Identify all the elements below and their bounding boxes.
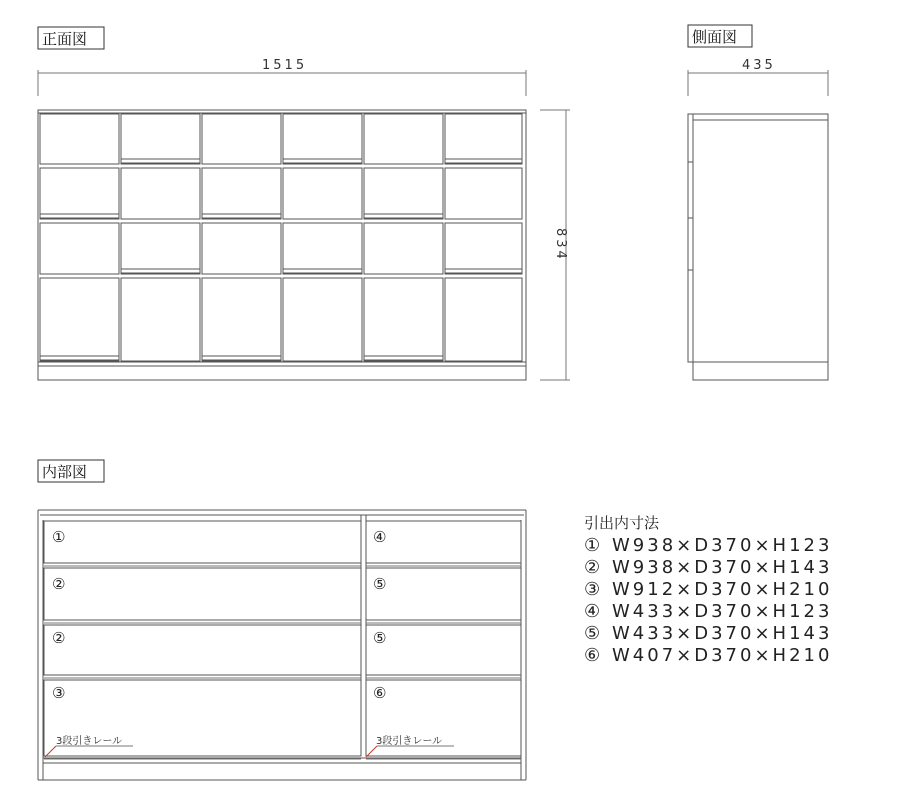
front-drawer-panel (283, 168, 362, 219)
side-cabinet-outline (693, 114, 828, 380)
front-width-dimension (38, 58, 526, 96)
spec-text: W407×D370×H210 (612, 645, 833, 666)
front-drawer-panel (40, 278, 119, 361)
side-drawer-fronts (688, 114, 828, 362)
front-view-title: 正面図 (42, 30, 88, 48)
spec-mark: ⑥ (584, 645, 601, 666)
rail-label-right: 3段引きレール (376, 736, 443, 747)
drawer-rail-strip (364, 214, 443, 218)
spec-row (584, 601, 832, 623)
interior-view (38, 460, 526, 780)
drawer-rail-strip (202, 214, 281, 218)
spec-text: W938×D370×H143 (612, 557, 833, 578)
front-drawer-panel (40, 223, 119, 274)
drawer-inner-dimensions (584, 512, 832, 667)
drawer-rail-strip (121, 159, 200, 163)
interior-drawer-box (366, 521, 521, 563)
front-drawer-panel (202, 278, 281, 361)
side-depth-value: 435 (742, 58, 776, 73)
drawer-rail-strip (283, 159, 362, 163)
front-drawer-panel (445, 278, 522, 361)
drawer-rail-strip (445, 159, 522, 163)
front-drawer-panel (364, 278, 443, 361)
drawer-rail-strip (121, 269, 200, 273)
front-drawer-panel (364, 223, 443, 274)
interior-drawer-box (44, 521, 361, 563)
drawer-label-left-2: ② (52, 575, 66, 593)
front-drawer-panel (121, 278, 200, 361)
front-drawer-panel (121, 114, 200, 164)
front-drawer-panel (445, 114, 522, 164)
spec-row (584, 579, 832, 601)
front-height-dimension (540, 110, 570, 380)
spec-mark: ③ (584, 579, 601, 600)
drawer-label-left-4: ③ (52, 684, 66, 702)
spec-text: W912×D370×H210 (612, 579, 833, 600)
drawer-rail-strip (202, 356, 281, 360)
front-drawer-panel (40, 114, 119, 164)
spec-mark: ① (584, 535, 601, 556)
front-drawer-panel (40, 168, 119, 219)
front-drawer-panel (283, 223, 362, 274)
front-drawer-panel (445, 223, 522, 274)
interior-drawer-grid (44, 521, 521, 759)
side-depth-dimension (688, 58, 828, 96)
front-drawer-panel (445, 168, 522, 219)
interior-drawer-box (366, 625, 521, 675)
interior-drawer-box (44, 625, 361, 675)
front-height-value: 834 (553, 228, 568, 262)
drawer-rail-strip (40, 356, 119, 360)
front-drawer-panel (283, 278, 362, 361)
rail-label-left: 3段引きレール (56, 736, 123, 747)
spec-text: W938×D370×H123 (612, 535, 833, 556)
front-drawer-panel (202, 223, 281, 274)
front-view (38, 27, 570, 380)
drawer-label-right-2: ⑤ (373, 575, 387, 593)
front-drawer-panel (364, 168, 443, 219)
spec-row (584, 623, 832, 645)
spec-row (584, 535, 832, 557)
side-view (688, 25, 828, 380)
interior-drawer-box (366, 568, 521, 620)
drawer-label-right-3: ⑤ (373, 629, 387, 647)
drawer-rail-strip (364, 356, 443, 360)
side-view-title: 側面図 (692, 28, 738, 46)
drawer-label-right-4: ⑥ (373, 684, 387, 702)
drawer-label-left-3: ② (52, 629, 66, 647)
front-drawer-panel (121, 223, 200, 274)
interior-drawer-box (44, 568, 361, 620)
drawer-rail-strip (283, 269, 362, 273)
spec-mark: ④ (584, 601, 601, 622)
front-drawer-panel (283, 114, 362, 164)
drawer-rail-strip (40, 214, 119, 218)
drawer-label-right-1: ④ (373, 528, 387, 546)
drawer-rail-strip (445, 269, 522, 273)
spec-heading: 引出内寸法 (584, 514, 660, 532)
spec-text: W433×D370×H143 (612, 623, 833, 644)
front-drawer-grid (40, 114, 522, 361)
spec-mark: ⑤ (584, 623, 601, 644)
front-drawer-panel (364, 114, 443, 164)
drawer-label-left-1: ① (52, 528, 66, 546)
spec-row (584, 645, 832, 667)
front-drawer-panel (202, 168, 281, 219)
front-width-value: 1515 (262, 58, 308, 73)
interior-view-title: 内部図 (42, 463, 88, 481)
spec-row (584, 557, 832, 579)
spec-mark: ② (584, 557, 601, 578)
front-drawer-panel (202, 114, 281, 164)
front-drawer-panel (121, 168, 200, 219)
spec-text: W433×D370×H123 (612, 601, 833, 622)
